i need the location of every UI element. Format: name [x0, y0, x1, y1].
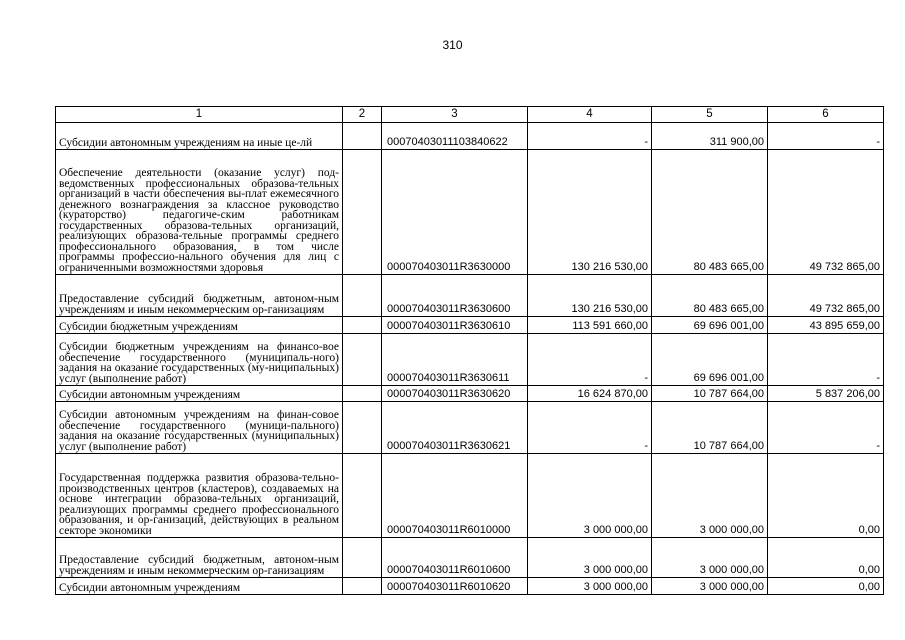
row-column-2 [343, 454, 382, 538]
row-value-6: 49 732 865,00 [768, 275, 884, 317]
table-row [56, 402, 884, 454]
row-value-5: 80 483 665,00 [652, 150, 768, 275]
row-code: 000070403011R6010620 [382, 578, 528, 595]
row-code: 000070403011R3630600 [382, 275, 528, 317]
row-name: Субсидии бюджетным учреждениям на финансо-вое обеспечение государственного (муниципаль-ного) задания на оказание государственных (му-ниципальных) услуг (выполнение работ) [56, 334, 343, 386]
table-row [56, 334, 884, 386]
column-header-3: 3 [382, 107, 528, 123]
row-column-2 [343, 150, 382, 275]
row-code: 000070403011R6010000 [382, 454, 528, 538]
column-header-6: 6 [768, 107, 884, 123]
row-value-6: - [768, 402, 884, 454]
table-row [56, 386, 884, 402]
row-code: 000070403011R3630611 [382, 334, 528, 386]
column-header-1: 1 [56, 107, 343, 123]
row-name: Государственная поддержка развития образова-тельно-производственных центров (кластеров), создаваемых на основе интеграции образова-тельных организаций, реализующих программы среднего профессионального образования, и ор-ганизаций, действующих в реальном секторе экономики [56, 454, 343, 538]
row-name: Субсидии автономным учреждениям [56, 578, 343, 595]
row-value-4: 16 624 870,00 [528, 386, 652, 402]
row-value-6: 0,00 [768, 578, 884, 595]
page-number: 310 [442, 38, 463, 52]
row-name: Обеспечение деятельности (оказание услуг) под-ведомственных профессиональных образова-тельных организаций в части обеспечения вы-плат ежемесячного денежного вознаграждения за классное руководство (кураторство) педагогиче-ским работникам государственных образова-тельных организаций, реализующих образова-тельные программы среднего профессионального образования, в том числе программы профессио-нального обучения для лиц с ограниченными возможностями здоровья [56, 150, 343, 275]
row-value-5: 69 696 001,00 [652, 317, 768, 334]
row-name: Субсидии автономным учреждениям [56, 386, 343, 402]
table-row [56, 538, 884, 578]
row-column-2 [343, 578, 382, 595]
row-name: Субсидии автономным учреждениям на финан-совое обеспечение государственного (муници-пального) задания на оказание государственных (муниципальных) услуг (выполнение работ) [56, 402, 343, 454]
row-name: Субсидии автономным учреждениям на иные це-лй [56, 123, 343, 150]
row-name: Субсидии бюджетным учреждениям [56, 317, 343, 334]
table-row [56, 123, 884, 150]
row-value-4: 130 216 530,00 [528, 275, 652, 317]
row-value-5: 3 000 000,00 [652, 578, 768, 595]
row-value-6: 5 837 206,00 [768, 386, 884, 402]
row-value-6: - [768, 123, 884, 150]
budget-table [55, 106, 884, 595]
row-value-5: 3 000 000,00 [652, 538, 768, 578]
row-column-2 [343, 334, 382, 386]
table-row [56, 317, 884, 334]
row-column-2 [343, 123, 382, 150]
row-column-2 [343, 402, 382, 454]
table-row [56, 454, 884, 538]
row-name: Предоставление субсидий бюджетным, автоном-ным учреждениям и иным некоммерческим ор-ганизациям [56, 275, 343, 317]
table-row [56, 275, 884, 317]
row-column-2 [343, 386, 382, 402]
row-value-5: 311 900,00 [652, 123, 768, 150]
row-value-4: - [528, 402, 652, 454]
row-column-2 [343, 317, 382, 334]
row-code: 00070403011103840622 [382, 123, 528, 150]
column-header-5: 5 [652, 107, 768, 123]
row-value-5: 3 000 000,00 [652, 454, 768, 538]
row-value-4: 3 000 000,00 [528, 454, 652, 538]
row-value-4: 3 000 000,00 [528, 578, 652, 595]
row-value-5: 10 787 664,00 [652, 386, 768, 402]
row-value-6: 0,00 [768, 538, 884, 578]
table-row [56, 578, 884, 595]
row-code: 000070403011R6010600 [382, 538, 528, 578]
column-header-4: 4 [528, 107, 652, 123]
row-value-5: 69 696 001,00 [652, 334, 768, 386]
row-code: 000070403011R3630620 [382, 386, 528, 402]
row-code: 000070403011R3630621 [382, 402, 528, 454]
row-name: Предоставление субсидий бюджетным, автоном-ным учреждениям и иным некоммерческим ор-ганизациям [56, 538, 343, 578]
row-code: 000070403011R3630000 [382, 150, 528, 275]
column-header-2: 2 [343, 107, 382, 123]
row-value-6: 43 895 659,00 [768, 317, 884, 334]
row-value-5: 10 787 664,00 [652, 402, 768, 454]
table-row [56, 150, 884, 275]
row-value-4: 3 000 000,00 [528, 538, 652, 578]
row-code: 000070403011R3630610 [382, 317, 528, 334]
table-header-row [56, 107, 884, 123]
row-value-6: 49 732 865,00 [768, 150, 884, 275]
row-value-6: 0,00 [768, 454, 884, 538]
row-value-6: - [768, 334, 884, 386]
row-value-4: - [528, 123, 652, 150]
row-value-4: 113 591 660,00 [528, 317, 652, 334]
row-value-4: 130 216 530,00 [528, 150, 652, 275]
row-column-2 [343, 275, 382, 317]
row-value-4: - [528, 334, 652, 386]
row-column-2 [343, 538, 382, 578]
row-value-5: 80 483 665,00 [652, 275, 768, 317]
